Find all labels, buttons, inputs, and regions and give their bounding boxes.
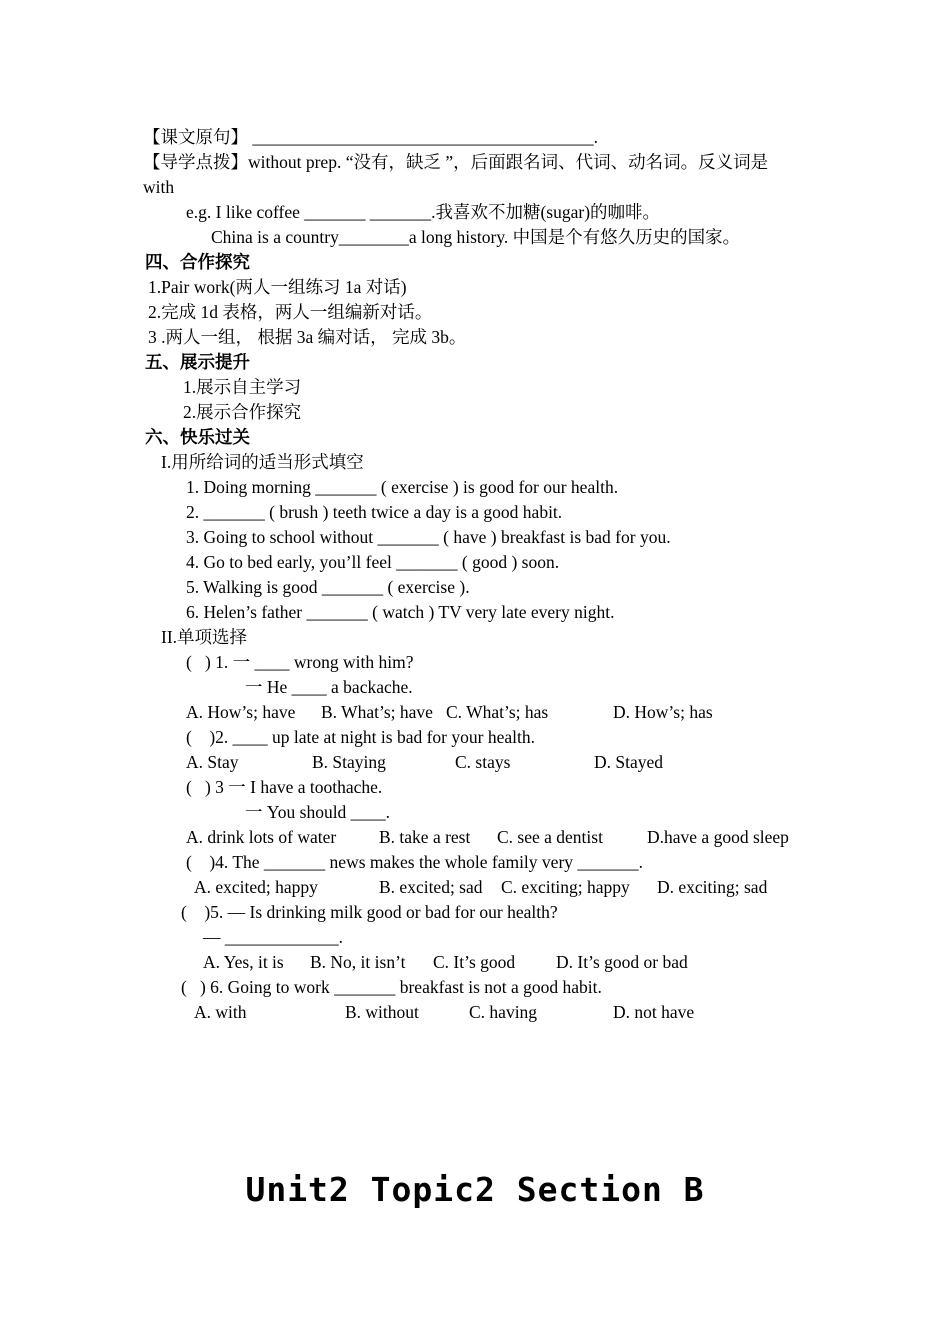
text-line: 【导学点拨】without prep. “没有，缺乏 ”，后面跟名词、代词、动名词。反义词是: [143, 152, 769, 172]
text-line: with: [143, 177, 175, 197]
text-line: D. Stayed: [594, 752, 664, 772]
text-line: B. without: [345, 1002, 419, 1022]
text-line: D. How’s; has: [613, 702, 713, 722]
text-line: 2. _______ ( brush ) teeth twice a day is a good habit.: [186, 502, 563, 522]
text-line: ( )2. ____ up late at night is bad for your health.: [186, 727, 535, 747]
text-line: ( ) 6. Going to work _______ breakfast is not a good habit.: [181, 977, 602, 997]
text-line: D. It’s good or bad: [556, 952, 688, 972]
text-line: ( ) 3 一 I have a toothache.: [186, 777, 383, 797]
text-line: C. It’s good: [433, 952, 516, 972]
text-line: 1. Doing morning _______ ( exercise ) is good for our health.: [186, 477, 619, 497]
text-line: B. No, it isn’t: [310, 952, 406, 972]
text-line: D. not have: [613, 1002, 695, 1022]
text-line: C. What’s; has: [446, 702, 549, 722]
text-line: 一 He ____ a backache.: [245, 677, 413, 697]
text-line: 1.Pair work(两人一组练习 1a 对话): [148, 277, 407, 297]
text-line: D.have a good sleep: [647, 827, 789, 847]
text-line: 一 You should ____.: [245, 802, 391, 822]
text-line: China is a country________a long history. 中国是个有悠久历史的国家。: [211, 227, 741, 247]
text-line: 2.展示合作探究: [183, 402, 302, 422]
text-line: 5. Walking is good _______ ( exercise ).: [186, 577, 470, 597]
text-line: 1.展示自主学习: [183, 377, 302, 397]
text-line: A. Yes, it is: [203, 952, 284, 972]
text-line: 3. Going to school without _______ ( have ) breakfast is bad for you.: [186, 527, 671, 547]
text-line: C. having: [469, 1002, 538, 1022]
text-line: C. see a dentist: [497, 827, 603, 847]
text-line: ( )4. The _______ news makes the whole family very _______.: [186, 852, 644, 872]
text-line: A. Stay: [186, 752, 239, 772]
text-line: B. Staying: [312, 752, 386, 772]
text-line: 2.完成 1d 表格，两人一组编新对话。: [148, 302, 433, 322]
text-line: ( ) 1. 一 ____ wrong with him?: [186, 652, 414, 672]
text-line: B. What’s; have: [321, 702, 433, 722]
text-line: 4. Go to bed early, you’ll feel _______ ( good ) soon.: [186, 552, 560, 572]
text-line: 【课文原句】 _______________________________________.: [143, 127, 598, 147]
text-line: II.单项选择: [161, 627, 248, 647]
text-line: 6. Helen’s father _______ ( watch ) TV very late every night.: [186, 602, 615, 622]
page-title: Unit2 Topic2 Section B: [245, 1170, 705, 1209]
text-line: C. exciting; happy: [501, 877, 630, 897]
text-line: A. drink lots of water: [186, 827, 337, 847]
section-heading: 五、展示提升: [145, 352, 250, 372]
text-line: I.用所给词的适当形式填空: [161, 452, 364, 472]
text-line: A. How’s; have: [186, 702, 296, 722]
text-line: e.g. I like coffee _______ _______.我喜欢不加糖(sugar)的咖啡。: [186, 202, 661, 222]
text-line: 3 .两人一组， 根据 3a 编对话， 完成 3b。: [148, 327, 467, 347]
text-line: B. take a rest: [379, 827, 471, 847]
section-heading: 六、快乐过关: [145, 427, 250, 447]
text-line: D. exciting; sad: [657, 877, 768, 897]
text-line: — _____________.: [203, 927, 343, 947]
text-line: A. excited; happy: [194, 877, 318, 897]
text-line: A. with: [194, 1002, 247, 1022]
text-line: C. stays: [455, 752, 511, 772]
section-heading: 四、合作探究: [145, 252, 250, 272]
text-line: ( )5. — Is drinking milk good or bad for our health?: [181, 902, 558, 922]
text-line: B. excited; sad: [379, 877, 483, 897]
